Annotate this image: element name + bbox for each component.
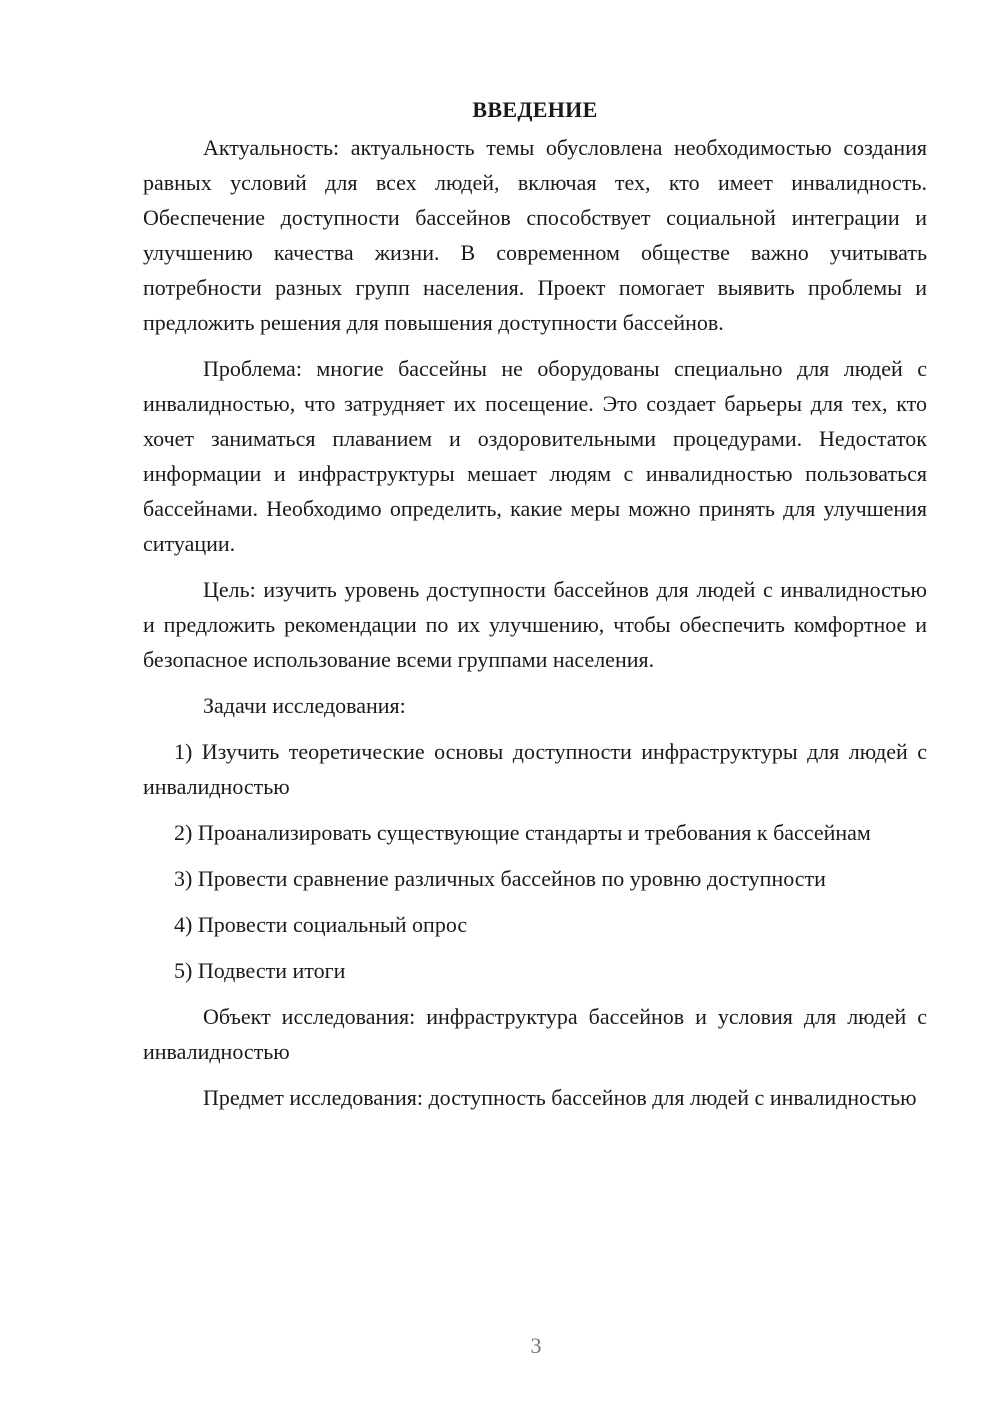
research-subject-paragraph: Предмет исследования: доступность бассейнов для людей с инвалидностью [203, 1085, 917, 1110]
list-item: 3) Провести сравнение различных бассейнов по уровню доступности [174, 866, 826, 891]
list-item: 4) Провести социальный опрос [174, 912, 468, 937]
tasks-list [143, 734, 927, 988]
list-item: 5) Подвести итоги [174, 958, 346, 983]
problem-paragraph: Проблема: многие бассейны не оборудованы специально для людей с инвалидностью, что затрудняет их посещение. Это создает барьеры для тех, кто хочет заниматься плаванием и оздоровительными процедурами. Недостаток информации и инфраструктуры мешает людям с инвалидностью пользоваться бассейнами. Необходимо определить, какие меры можно принять для улучшения ситуации. [143, 356, 927, 556]
list-item: 1) Изучить теоретические основы доступности инфраструктуры для людей с инвалидностью [143, 739, 927, 799]
goal-paragraph: Цель: изучить уровень доступности бассейнов для людей с инвалидностью и предложить рекомендации по их улучшению, чтобы обеспечить комфортное и безопасное использование всеми группами населения. [143, 577, 927, 672]
list-item: 2) Проанализировать существующие стандарты и требования к бассейнам [174, 820, 871, 845]
research-object-paragraph: Объект исследования: инфраструктура бассейнов и условия для людей с инвалидностью [143, 1004, 927, 1064]
section-heading: ВВЕДЕНИЕ [472, 97, 598, 122]
page-number: 3 [530, 1333, 542, 1358]
relevance-paragraph: Актуальность: актуальность темы обусловлена необходимостью создания равных условий для всех людей, включая тех, кто имеет инвалидность. Обеспечение доступности бассейнов способствует социальной интеграции и улучшению качества жизни. В современном обществе важно учитывать потребности разных групп населения. Проект помогает выявить проблемы и предложить решения для повышения доступности бассейнов. [143, 135, 927, 335]
document-page [143, 92, 927, 1126]
tasks-heading: Задачи исследования: [203, 693, 406, 718]
